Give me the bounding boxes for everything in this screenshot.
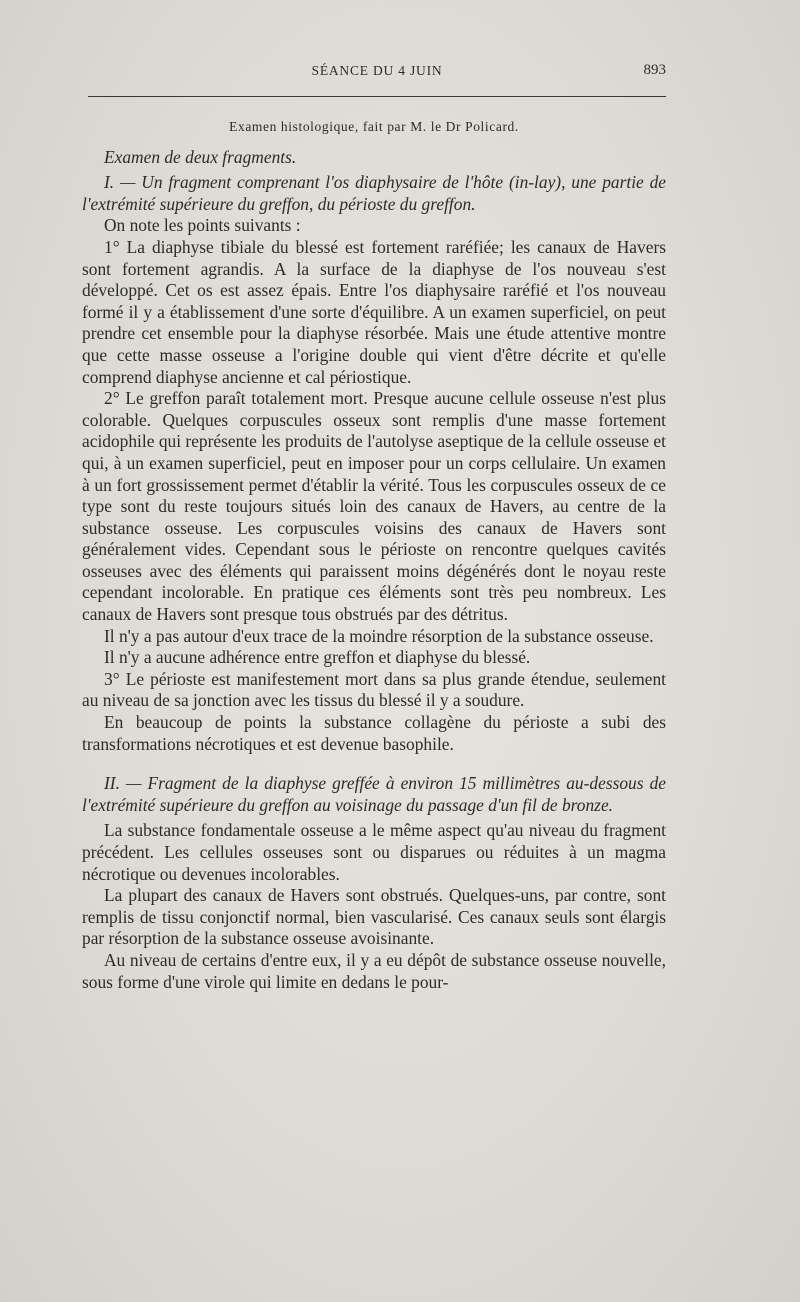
paragraph-collagen: En beaucoup de points la substance collagène du périoste a subi des transformations nécrotiques et est devenue basophile. [82, 712, 666, 754]
paragraph-1: 1° La diaphyse tibiale du blessé est fortement raréfiée; les canaux de Havers sont fortement agrandis. A la surface de la diaphyse de l'os nouveau s'est développé. Cet os est assez épais. Entre l'os diaphysaire raréfié et l'os nouveau formé il y a établissement d'une sorte d'équilibre. A un examen superficiel, on peut prendre cet ensemble pour la diaphyse résorbée. Mais une étude attentive montre que cette masse osseuse a l'origine double qui vient d'être décrite et qu'elle comprend diaphyse ancienne et cal périostique. [82, 236, 666, 387]
header-rule [88, 96, 666, 97]
body-text [82, 112, 666, 993]
section-title: Examen histologique, fait par M. le Dr Policard. [229, 119, 519, 134]
subtitle: Examen de deux fragments. [104, 146, 297, 167]
part-1-heading: I. — Un fragment comprenant l'os diaphysaire de l'hôte (in-lay), une partie de l'extrémité supérieure du greffon, du périoste du greffon. [82, 172, 666, 214]
running-head: SÉANCE DU 4 JUIN [311, 63, 443, 78]
paragraph-2: 2° Le greffon paraît totalement mort. Presque aucune cellule osseuse n'est plus colorable. Quelques corpuscules osseux sont remplis d'une masse fortement acidophile qui représente les produits de l'autolyse aseptique de la cellule osseuse et qui, à un examen superficiel, peut en imposer pour un corps cellulaire. Un examen à un fort grossissement permet d'établir la vérité. Tous les corpuscules osseux de ce type sont du reste toujours situés loin des canaux de Havers, au centre de la substance osseuse. Les corpuscules voisins des canaux de Havers sont généralement vides. Cependant sous le périoste on rencontre quelques cavités osseuses avec des éléments qui paraissent moins dégénérés dont le noyau reste cependant incolorable. En pratique ces éléments sont très peu nombreux. Les canaux de Havers sont presque tous obstrués par des détritus. [82, 388, 666, 625]
paragraph-3: 3° Le périoste est manifestement mort dans sa plus grande étendue, seulement au niveau de sa jonction avec les tissus du blessé il y a soudure. [82, 668, 666, 711]
paragraph-substance: La substance fondamentale osseuse a le même aspect qu'au niveau du fragment précédent. Les cellules osseuses sont ou disparues ou réduites à un magma nécrotique ou devenues incolorables. [82, 820, 666, 884]
paragraph-resorption: Il n'y a pas autour d'eux trace de la moindre résorption de la substance osseuse. [104, 625, 654, 646]
page-header [88, 62, 666, 84]
part-2-heading: II. — Fragment de la diaphyse greffée à environ 15 millimètres au-dessous de l'extrémité supérieure du greffon au voisinage du passage d'un fil de bronze. [82, 773, 666, 815]
paragraph-intro: On note les points suivants : [104, 215, 301, 236]
paragraph-canals: La plupart des canaux de Havers sont obstrués. Quelques-uns, par contre, sont remplis de tissu conjonctif normal, bien vascularisé. Ces canaux seuls sont élargis par résorption de la substance osseuse avoisinante. [82, 885, 666, 949]
paragraph-deposit: Au niveau de certains d'entre eux, il y a eu dépôt de substance osseuse nouvelle, sous forme d'une virole qui limite en dedans le pour- [82, 949, 666, 992]
page-number: 893 [643, 62, 666, 78]
paragraph-adherence: Il n'y a aucune adhérence entre greffon et diaphyse du blessé. [104, 647, 531, 668]
